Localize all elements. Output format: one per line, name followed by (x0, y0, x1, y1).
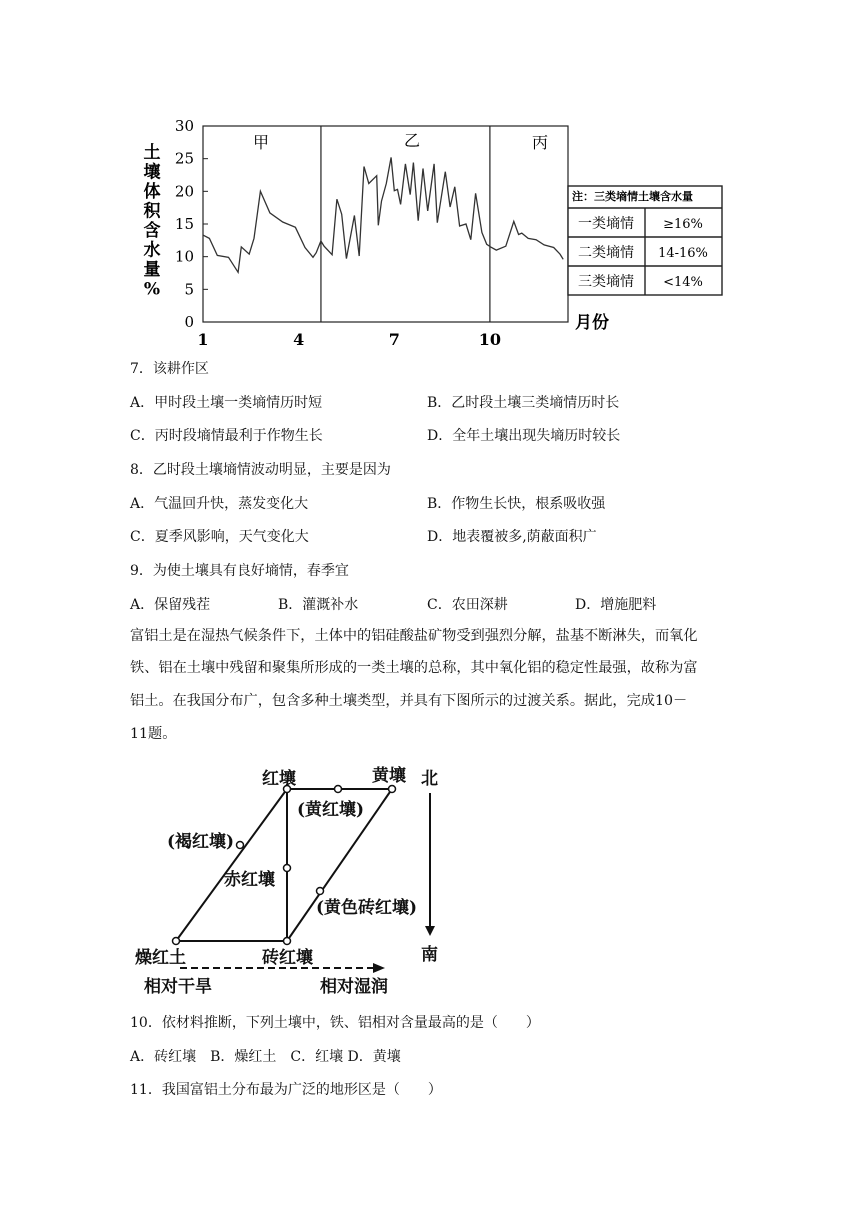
question-7-option-c: C．丙时段墒情最利于作物生长 (130, 428, 323, 444)
x-tick-10: 10 (478, 330, 502, 349)
y-tick-10: 10 (174, 247, 194, 266)
passage-line-4: 11题。 (130, 726, 177, 742)
legend-row-1-value: ≥16% (663, 217, 703, 232)
question-8-option-d: D．地表覆被多,荫蔽面积广 (427, 529, 597, 545)
period-label-yi: 乙 (403, 131, 421, 150)
x-axis-label: 月份 (575, 313, 609, 333)
y-tick-20: 20 (174, 182, 194, 201)
legend-title: 注：三类墒情土壤含水量 (572, 190, 693, 203)
period-label-bing: 丙 (531, 133, 549, 152)
label-huangsezhuanhongrang: (黄色砖红壤) (316, 898, 418, 918)
y-axis-label-char: % (143, 279, 161, 300)
label-zaohongtu: 燥红土 (135, 948, 186, 968)
y-axis-label-char: 壤 (143, 162, 161, 183)
question-10-stem: 10．依材料推断，下列土壤中，铁、铝相对含量最高的是（ ） (130, 1015, 540, 1031)
label-north: 北 (421, 769, 438, 789)
passage-line-3: 铝土。在我国分布广，包含多种土壤类型，并具有下图所示的过渡关系。据此，完成10－ (130, 693, 688, 709)
y-axis-label-char: 积 (143, 201, 161, 222)
label-chihongrang: 赤红壤 (224, 870, 275, 890)
y-axis-label (144, 142, 162, 300)
question-9-option-c: C．农田深耕 (427, 597, 508, 613)
label-relatively-dry: 相对干旱 (144, 977, 212, 997)
y-tick-0: 0 (184, 313, 194, 331)
label-huangrang: 黄壤 (372, 766, 406, 786)
question-8-stem: 8．乙时段土壤墒情波动明显，主要是因为 (130, 462, 391, 478)
y-axis-label-char: 量 (143, 260, 161, 280)
y-axis-label-char: 体 (143, 182, 161, 202)
x-tick-7: 7 (388, 330, 400, 349)
y-tick-15: 15 (174, 215, 194, 233)
question-9-stem: 9．为使土壤具有良好墒情，春季宜 (130, 563, 349, 579)
legend-row-1-name: 一类墒情 (578, 216, 634, 232)
legend-row-2-value: 14-16% (658, 246, 708, 261)
moisture-legend-table (568, 186, 722, 295)
label-hehongrang: (褐红壤) (167, 832, 235, 852)
y-axis-label-char: 水 (143, 240, 161, 261)
y-tick-5: 5 (184, 280, 194, 299)
question-10-options: A．砖红壤 B．燥红土 C．红壤 D．黄壤 (130, 1049, 401, 1065)
label-relatively-wet: 相对湿润 (320, 977, 388, 997)
legend-row-3-name: 三类墒情 (578, 274, 634, 290)
passage-line-1: 富铝土是在湿热气候条件下，土体中的铝硅酸盐矿物受到强烈分解，盐基不断淋失，而氧化 (130, 628, 698, 644)
x-tick-labels (197, 330, 501, 349)
y-tick-30: 30 (174, 117, 194, 135)
soil-transition-diagram (0, 755, 860, 1000)
x-tick-4: 4 (293, 330, 305, 349)
question-9-option-d: D．增施肥料 (575, 597, 657, 613)
question-7-option-d: D．全年土壤出现失墒历时较长 (427, 428, 621, 444)
passage-line-2: 铁、铝在土壤中残留和聚集所形成的一类土壤的总称，其中氧化铝的稳定性最强，故称为富 (130, 660, 698, 676)
question-7-stem: 7．该耕作区 (130, 361, 209, 377)
y-tick-25: 25 (174, 149, 194, 168)
legend-row-3-value: <14% (663, 275, 703, 290)
legend-row-2-name: 二类墒情 (578, 245, 634, 261)
label-huanghongrang: (黄红壤) (297, 800, 365, 820)
y-axis-label-char: 含 (143, 221, 161, 241)
question-8-option-a: A．气温回升快，蒸发变化大 (130, 496, 309, 512)
question-9-option-b: B．灌溉补水 (278, 597, 359, 613)
period-label-jia: 甲 (252, 133, 270, 152)
soil-moisture-chart (0, 0, 860, 360)
question-7-option-b: B．乙时段土壤三类墒情历时长 (427, 395, 620, 411)
question-8-option-c: C．夏季风影响，天气变化大 (130, 529, 309, 545)
y-axis-label-char: 土 (143, 143, 161, 163)
question-8-option-b: B．作物生长快，根系吸收强 (427, 496, 606, 512)
x-tick-1: 1 (197, 330, 209, 349)
label-south: 南 (421, 945, 438, 965)
label-hongrang: 红壤 (262, 769, 296, 789)
moisture-series-line (203, 157, 563, 272)
label-zhuanhongrang: 砖红壤 (262, 948, 313, 968)
question-9-option-a: A．保留残茬 (130, 597, 211, 613)
question-7-option-a: A．甲时段土壤一类墒情历时短 (130, 395, 323, 411)
question-11-stem: 11．我国富铝土分布最为广泛的地形区是（ ） (130, 1082, 442, 1098)
